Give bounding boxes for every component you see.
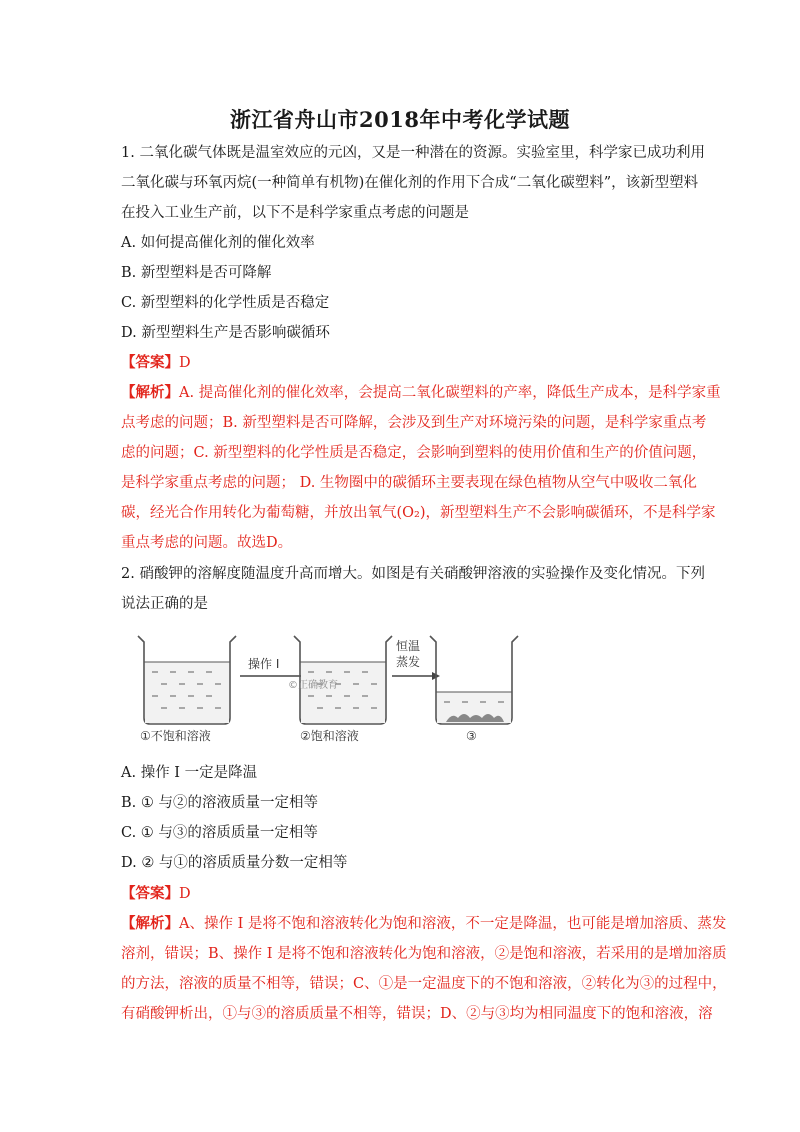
q2-answer bbox=[121, 884, 191, 904]
caption-beaker-2: ②饱和溶液 bbox=[300, 729, 359, 743]
arrow-operation-2 bbox=[392, 672, 440, 680]
q1-analysis-line-1 bbox=[121, 383, 721, 403]
operation-2-label-bottom: 蒸发 bbox=[396, 655, 421, 669]
q1-analysis-line-5: 碳，经光合作用转化为葡萄糖，并放出氧气(O₂)，新型塑料生产不会影响碳循环，不是科学家 bbox=[121, 505, 716, 521]
q1-analysis-line-2: 点考虑的问题；B. 新型塑料是否可降解，会涉及到生产对环境污染的问题，是科学家重点考 bbox=[121, 415, 707, 431]
q1-option-a: A. 如何提高催化剂的催化效率 bbox=[121, 235, 315, 251]
q1-option-b: B. 新型塑料是否可降解 bbox=[121, 265, 272, 281]
q1-option-c: C. 新型塑料的化学性质是否稳定 bbox=[121, 295, 330, 311]
q1-stem-line-1: 1. 二氧化碳气体既是温室效应的元凶，又是一种潜在的资源。实验室里，科学家已成功利用 bbox=[121, 145, 705, 161]
operation-2-label-top: 恒温 bbox=[396, 639, 421, 653]
beaker-diagram bbox=[130, 632, 520, 744]
q2-option-b: B. ① 与②的溶液质量一定相等 bbox=[121, 795, 318, 811]
q2-option-a: A. 操作 I 一定是降温 bbox=[121, 765, 258, 781]
beaker-figure bbox=[130, 632, 520, 744]
q2-analysis-line-4: 有硝酸钾析出，①与③的溶质质量不相等，错误；D、②与③均为相同温度下的饱和溶液，溶 bbox=[121, 1006, 713, 1022]
watermark: ©正确教育 bbox=[288, 680, 338, 691]
q1-analysis-line-4: 是科学家重点考虑的问题； D. 生物圈中的碳循环主要表现在绿色植物从空气中吸收二氧化 bbox=[121, 475, 697, 491]
q2-analysis-line-2: 溶剂，错误；B、操作 I 是将不饱和溶液转化为饱和溶液，②是饱和溶液，若采用的是增加溶质 bbox=[121, 946, 727, 962]
page-title: 浙江省舟山市2018年中考化学试题 bbox=[230, 107, 570, 132]
q2-analysis-label: 【解析】 bbox=[121, 915, 179, 932]
q2-stem-line-2: 说法正确的是 bbox=[121, 596, 208, 612]
q1-stem-line-3: 在投入工业生产前，以下不是科学家重点考虑的问题是 bbox=[121, 205, 469, 221]
q1-analysis-line-6: 重点考虑的问题。故选D。 bbox=[121, 535, 293, 551]
q2-analysis-text-1: A、操作 I 是将不饱和溶液转化为饱和溶液，不一定是降温，也可能是增加溶质、蒸发 bbox=[179, 916, 727, 932]
q2-stem-line-1: 2. 硝酸钾的溶解度随温度升高而增大。如图是有关硝酸钾溶液的实验操作及变化情况。下列 bbox=[121, 566, 705, 582]
q1-analysis-text-1: A. 提高催化剂的催化效率，会提高二氧化碳塑料的产率，降低生产成本，是科学家重 bbox=[179, 385, 721, 401]
operation-1-label: 操作 I bbox=[248, 657, 280, 671]
caption-beaker-3: ③ bbox=[466, 729, 477, 743]
beaker-3 bbox=[430, 636, 518, 724]
caption-beaker-1: ①不饱和溶液 bbox=[140, 729, 211, 743]
beaker-1 bbox=[138, 636, 236, 724]
q1-analysis-line-3: 虑的问题；C. 新型塑料的化学性质是否稳定，会影响到塑料的使用价值和生产的价值问题， bbox=[121, 445, 707, 461]
q1-answer bbox=[121, 353, 191, 373]
q1-stem-line-2: 二氧化碳与环氧丙烷(一种简单有机物)在催化剂的作用下合成“二氧化碳塑料”，该新型塑料 bbox=[121, 175, 699, 191]
q2-analysis-line-1 bbox=[121, 914, 726, 934]
q1-answer-label: 【答案】 bbox=[121, 354, 179, 371]
q2-analysis-line-3: 的方法，溶液的质量不相等，错误；C、①是一定温度下的不饱和溶液，②转化为③的过程中， bbox=[121, 976, 727, 992]
q2-answer-value: D bbox=[179, 886, 191, 902]
q1-analysis-label: 【解析】 bbox=[121, 384, 179, 401]
q2-option-c: C. ① 与③的溶质质量一定相等 bbox=[121, 825, 318, 841]
q1-option-d: D. 新型塑料生产是否影响碳循环 bbox=[121, 325, 330, 341]
q1-answer-value: D bbox=[179, 355, 191, 371]
q2-answer-label: 【答案】 bbox=[121, 885, 179, 902]
q2-option-d: D. ② 与①的溶质质量分数一定相等 bbox=[121, 855, 348, 871]
